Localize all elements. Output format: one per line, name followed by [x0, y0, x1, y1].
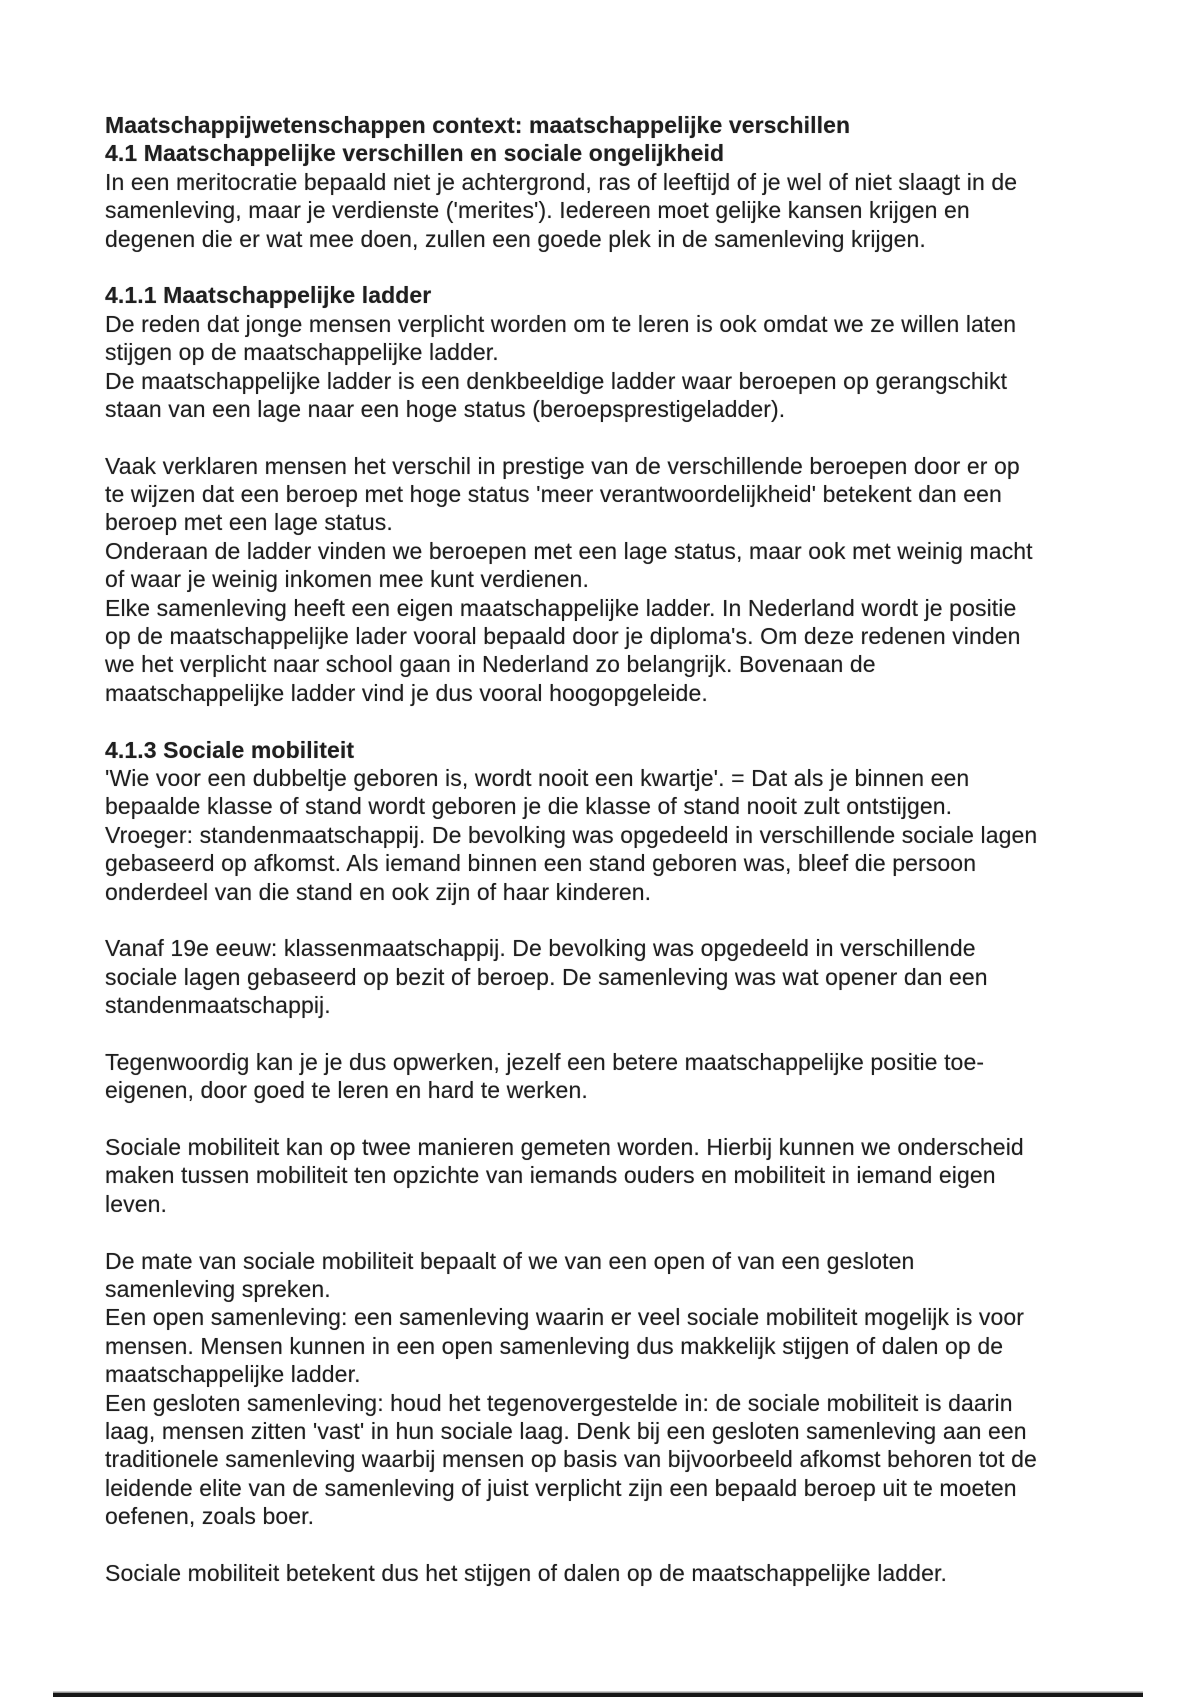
- text-line: De reden dat jonge mensen verplicht worden om te leren is ook omdat we ze willen laten: [105, 310, 1017, 337]
- text-line: Tegenwoordig kan je je dus opwerken, jezelf een betere maatschappelijke positie toe-: [105, 1048, 985, 1075]
- text-line: Onderaan de ladder vinden we beroepen met een lage status, maar ook met weinig macht: [105, 537, 1033, 564]
- text-line: op de maatschappelijke lader vooral bepaald door je diploma's. Om deze redenen vinden: [105, 623, 1021, 650]
- text-line: samenleving spreken.: [105, 1276, 331, 1303]
- paragraph: [105, 310, 1145, 424]
- text-line: staan van een lage naar een hoge status (beroepsprestigeladder).: [105, 395, 786, 422]
- text-line: Een gesloten samenleving: houd het tegenovergestelde in: de sociale mobiliteit is daarin: [105, 1389, 1013, 1416]
- text-line: leven.: [105, 1190, 167, 1217]
- section-heading: [105, 736, 1145, 764]
- blank-line: [105, 1105, 1145, 1133]
- paragraph: [105, 1048, 1145, 1105]
- section-heading: [105, 111, 1145, 168]
- text-line: maatschappelijke ladder vind je dus vooral hoogopgeleide.: [105, 679, 708, 706]
- text-line: leidende elite van de samenleving of juist verplicht zijn een bepaald beroep uit te moeten: [105, 1474, 1017, 1501]
- heading-line: Maatschappijwetenschappen context: maatschappelijke verschillen: [105, 112, 851, 138]
- blank-line: [105, 423, 1145, 451]
- paragraph: [105, 452, 1145, 708]
- text-line: sociale lagen gebaseerd op bezit of beroep. De samenleving was wat opener dan een: [105, 963, 988, 990]
- blank-line: [105, 1020, 1145, 1048]
- text-line: mensen. Mensen kunnen in een open samenleving dus makkelijk stijgen of dalen op de: [105, 1332, 1004, 1359]
- text-line: stijgen op de maatschappelijke ladder.: [105, 339, 499, 366]
- paragraph: [105, 1247, 1145, 1531]
- text-line: Vaak verklaren mensen het verschil in prestige van de verschillende beroepen door er op: [105, 452, 1020, 479]
- section-heading: [105, 281, 1145, 309]
- text-line: De mate van sociale mobiliteit bepaalt of we van een open of van een gesloten: [105, 1247, 915, 1274]
- paragraph: [105, 1559, 1145, 1587]
- text-line: laag, mensen zitten 'vast' in hun sociale laag. Denk bij een gesloten samenleving aan een: [105, 1417, 1027, 1444]
- paragraph: [105, 934, 1145, 1019]
- text-line: onderdeel van die stand en ook zijn of haar kinderen.: [105, 878, 652, 905]
- heading-line: 4.1.3 Sociale mobiliteit: [105, 736, 355, 763]
- heading-line: 4.1 Maatschappelijke verschillen en sociale ongelijkheid: [105, 140, 725, 167]
- text-line: eigenen, door goed te leren en hard te werken.: [105, 1077, 588, 1104]
- text-line: beroep met een lage status.: [105, 509, 393, 536]
- blank-line: [105, 253, 1145, 281]
- page-bottom-rule: [53, 1693, 1143, 1697]
- text-line: gebaseerd op afkomst. Als iemand binnen een stand geboren was, bleef die persoon: [105, 850, 977, 877]
- text-line: 'Wie voor een dubbeltje geboren is, wordt nooit een kwartje'. = Dat als je binnen een: [105, 764, 970, 791]
- text-line: te wijzen dat een beroep met hoge status 'meer verantwoordelijkheid' betekent dan een: [105, 481, 1002, 508]
- text-line: Vroeger: standenmaatschappij. De bevolking was opgedeeld in verschillende sociale lagen: [105, 821, 1038, 848]
- blank-line: [105, 1218, 1145, 1246]
- text-line: samenleving, maar je verdienste ('merites'). Iedereen moet gelijke kansen krijgen en: [105, 197, 970, 224]
- text-line: traditionele samenleving waarbij mensen op basis van bijvoorbeeld afkomst behoren tot de: [105, 1446, 1037, 1473]
- text-line: De maatschappelijke ladder is een denkbeeldige ladder waar beroepen op gerangschikt: [105, 367, 1008, 394]
- text-column: [105, 111, 1145, 1587]
- blank-line: [105, 707, 1145, 735]
- paragraph: [105, 764, 1145, 906]
- text-line: In een meritocratie bepaald niet je achtergrond, ras of leeftijd of je wel of niet slaagt in de: [105, 168, 1018, 195]
- paragraph: [105, 168, 1145, 253]
- heading-line: 4.1.1 Maatschappelijke ladder: [105, 282, 432, 309]
- text-line: degenen die er wat mee doen, zullen een goede plek in de samenleving krijgen.: [105, 225, 926, 252]
- text-line: standenmaatschappij.: [105, 992, 331, 1019]
- text-line: Elke samenleving heeft een eigen maatschappelijke ladder. In Nederland wordt je positie: [105, 594, 1017, 621]
- blank-line: [105, 906, 1145, 934]
- text-line: maken tussen mobiliteit ten opzichte van iemands ouders en mobiliteit in iemand eigen: [105, 1162, 996, 1189]
- text-line: we het verplicht naar school gaan in Nederland zo belangrijk. Bovenaan de: [105, 651, 876, 678]
- text-line: Sociale mobiliteit betekent dus het stijgen of dalen op de maatschappelijke ladder.: [105, 1559, 947, 1586]
- text-line: Sociale mobiliteit kan op twee manieren gemeten worden. Hierbij kunnen we onderscheid: [105, 1134, 1024, 1161]
- text-line: of waar je weinig inkomen mee kunt verdienen.: [105, 566, 589, 593]
- text-line: oefenen, zoals boer.: [105, 1503, 315, 1530]
- text-line: Een open samenleving: een samenleving waarin er veel sociale mobiliteit mogelijk is voor: [105, 1304, 1025, 1331]
- paragraph: [105, 1133, 1145, 1218]
- text-line: maatschappelijke ladder.: [105, 1361, 361, 1388]
- text-line: bepaalde klasse of stand wordt geboren je die klasse of stand nooit zult ontstijgen.: [105, 793, 953, 820]
- text-line: Vanaf 19e eeuw: klassenmaatschappij. De bevolking was opgedeeld in verschillende: [105, 935, 976, 962]
- blank-line: [105, 1531, 1145, 1559]
